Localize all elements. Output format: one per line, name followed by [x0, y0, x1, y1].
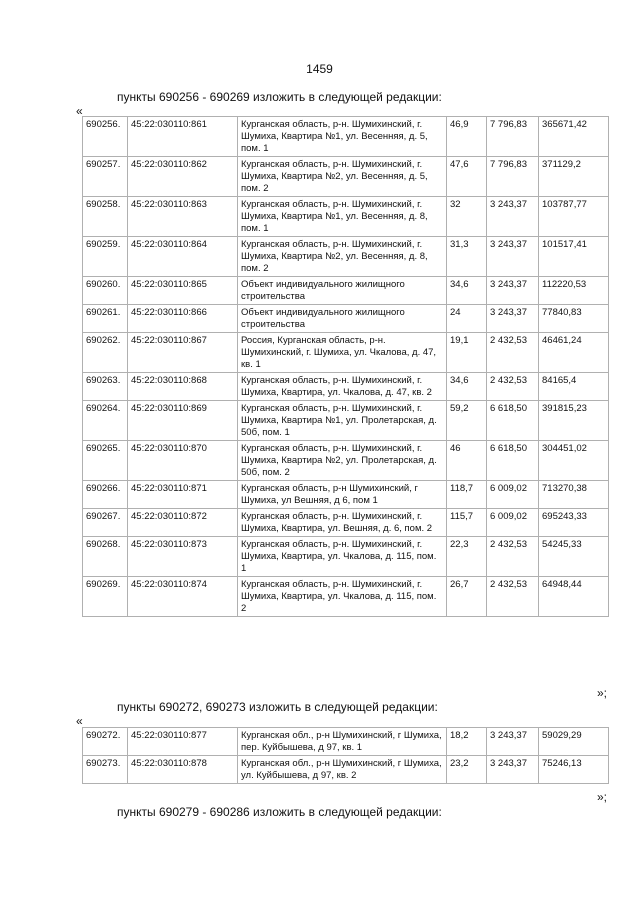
cell-cadastral-value: 304451,02	[539, 441, 609, 481]
section-intro-1: пункты 690256 - 690269 изложить в следующей редакции:	[117, 90, 442, 104]
cell-address: Курганская обл., р-н Шумихинский, г Шумиха, ул. Куйбышева, д 97, кв. 2	[238, 756, 447, 784]
cell-unit-value: 2 432,53	[487, 373, 539, 401]
table-row	[83, 237, 609, 277]
cell-cadastral-value: 112220,53	[539, 277, 609, 305]
cell-cadastral-number: 45:22:030110:863	[128, 197, 238, 237]
cell-area: 34,6	[447, 277, 487, 305]
cell-area: 59,2	[447, 401, 487, 441]
cell-cadastral-value: 84165,4	[539, 373, 609, 401]
table-row	[83, 305, 609, 333]
cell-cadastral-number: 45:22:030110:866	[128, 305, 238, 333]
cell-area: 31,3	[447, 237, 487, 277]
property-table-1	[82, 116, 609, 617]
cell-cadastral-value: 391815,23	[539, 401, 609, 441]
cell-address: Курганская область, р-н. Шумихинский, г. Шумиха, Квартира №1, ул. Весенняя, д. 8, пом. 1	[238, 197, 447, 237]
cell-address: Курганская область, р-н. Шумихинский, г. Шумиха, Квартира, ул. Чкалова, д. 115, пом. 2	[238, 577, 447, 617]
cell-address: Курганская область, р-н. Шумихинский, г. Шумиха, Квартира №2, ул. Весенняя, д. 5, пом. 2	[238, 157, 447, 197]
cell-unit-value: 6 009,02	[487, 509, 539, 537]
table-row	[83, 577, 609, 617]
cell-area: 47,6	[447, 157, 487, 197]
cell-cadastral-number: 45:22:030110:871	[128, 481, 238, 509]
cell-address: Курганская область, р-н. Шумихинский, г. Шумиха, Квартира, ул. Чкалова, д. 47, кв. 2	[238, 373, 447, 401]
cell-area: 34,6	[447, 373, 487, 401]
cell-area: 46,9	[447, 117, 487, 157]
open-quote-1: «	[76, 104, 83, 118]
cell-address: Курганская область, р-н. Шумихинский, г. Шумиха, Квартира №1, ул. Весенняя, д. 5, пом. 1	[238, 117, 447, 157]
table-row	[83, 728, 609, 756]
cell-cadastral-value: 101517,41	[539, 237, 609, 277]
cell-cadastral-number: 45:22:030110:861	[128, 117, 238, 157]
cell-cadastral-value: 46461,24	[539, 333, 609, 373]
cell-row-number: 690256.	[83, 117, 128, 157]
cell-cadastral-number: 45:22:030110:867	[128, 333, 238, 373]
cell-cadastral-number: 45:22:030110:868	[128, 373, 238, 401]
cell-area: 18,2	[447, 728, 487, 756]
cell-cadastral-value: 64948,44	[539, 577, 609, 617]
cell-address: Курганская область, р-н. Шумихинский, г. Шумиха, Квартира, ул. Чкалова, д. 115, пом. 1	[238, 537, 447, 577]
cell-cadastral-number: 45:22:030110:873	[128, 537, 238, 577]
cell-cadastral-value: 54245,33	[539, 537, 609, 577]
cell-address: Курганская область, р-н. Шумихинский, г. Шумиха, Квартира, ул. Вешняя, д. 6, пом. 2	[238, 509, 447, 537]
cell-row-number: 690273.	[83, 756, 128, 784]
cell-unit-value: 3 243,37	[487, 728, 539, 756]
section-intro-3: пункты 690279 - 690286 изложить в следующей редакции:	[117, 805, 442, 819]
cell-row-number: 690269.	[83, 577, 128, 617]
cell-unit-value: 3 243,37	[487, 756, 539, 784]
table-row	[83, 756, 609, 784]
cell-row-number: 690257.	[83, 157, 128, 197]
cell-unit-value: 6 618,50	[487, 401, 539, 441]
cell-address: Курганская область, р-н. Шумихинский, г. Шумиха, Квартира №1, ул. Пролетарская, д. 50б, пом. 1	[238, 401, 447, 441]
cell-cadastral-value: 77840,83	[539, 305, 609, 333]
property-table-2	[82, 727, 609, 784]
cell-unit-value: 3 243,37	[487, 237, 539, 277]
cell-cadastral-number: 45:22:030110:870	[128, 441, 238, 481]
cell-address: Курганская обл., р-н Шумихинский, г Шумиха, пер. Куйбышева, д 97, кв. 1	[238, 728, 447, 756]
page-number: 1459	[306, 62, 333, 76]
cell-unit-value: 7 796,83	[487, 157, 539, 197]
cell-unit-value: 6 009,02	[487, 481, 539, 509]
table-row	[83, 117, 609, 157]
cell-cadastral-value: 713270,38	[539, 481, 609, 509]
cell-address: Курганская область, р-н. Шумихинский, г. Шумиха, Квартира №2, ул. Пролетарская, д. 50б, пом. 2	[238, 441, 447, 481]
table-row	[83, 537, 609, 577]
cell-area: 26,7	[447, 577, 487, 617]
cell-area: 24	[447, 305, 487, 333]
table-row	[83, 401, 609, 441]
cell-cadastral-number: 45:22:030110:862	[128, 157, 238, 197]
cell-row-number: 690267.	[83, 509, 128, 537]
cell-area: 46	[447, 441, 487, 481]
cell-row-number: 690263.	[83, 373, 128, 401]
cell-cadastral-number: 45:22:030110:877	[128, 728, 238, 756]
cell-address: Объект индивидуального жилищного строительства	[238, 277, 447, 305]
cell-area: 115,7	[447, 509, 487, 537]
cell-cadastral-value: 695243,33	[539, 509, 609, 537]
table-row	[83, 277, 609, 305]
cell-unit-value: 2 432,53	[487, 577, 539, 617]
cell-row-number: 690264.	[83, 401, 128, 441]
cell-unit-value: 3 243,37	[487, 197, 539, 237]
table-row	[83, 441, 609, 481]
cell-address: Объект индивидуального жилищного строительства	[238, 305, 447, 333]
close-quote-2: »;	[597, 790, 608, 804]
cell-cadastral-number: 45:22:030110:865	[128, 277, 238, 305]
cell-area: 19,1	[447, 333, 487, 373]
cell-row-number: 690261.	[83, 305, 128, 333]
open-quote-2: «	[76, 714, 83, 728]
cell-area: 32	[447, 197, 487, 237]
cell-row-number: 690258.	[83, 197, 128, 237]
cell-row-number: 690259.	[83, 237, 128, 277]
cell-cadastral-value: 59029,29	[539, 728, 609, 756]
cell-cadastral-value: 75246,13	[539, 756, 609, 784]
cell-unit-value: 2 432,53	[487, 333, 539, 373]
table-row	[83, 333, 609, 373]
table-row	[83, 197, 609, 237]
cell-area: 23,2	[447, 756, 487, 784]
table-row	[83, 509, 609, 537]
cell-address: Россия, Курганская область, р-н. Шумихинский, г. Шумиха, ул. Чкалова, д. 47, кв. 1	[238, 333, 447, 373]
cell-unit-value: 2 432,53	[487, 537, 539, 577]
section-intro-2: пункты 690272, 690273 изложить в следующей редакции:	[117, 700, 438, 714]
cell-cadastral-number: 45:22:030110:869	[128, 401, 238, 441]
cell-unit-value: 3 243,37	[487, 277, 539, 305]
cell-unit-value: 7 796,83	[487, 117, 539, 157]
cell-row-number: 690262.	[83, 333, 128, 373]
cell-cadastral-number: 45:22:030110:878	[128, 756, 238, 784]
cell-cadastral-value: 371129,2	[539, 157, 609, 197]
cell-cadastral-number: 45:22:030110:872	[128, 509, 238, 537]
cell-cadastral-value: 103787,77	[539, 197, 609, 237]
cell-cadastral-value: 365671,42	[539, 117, 609, 157]
cell-row-number: 690268.	[83, 537, 128, 577]
cell-row-number: 690272.	[83, 728, 128, 756]
cell-row-number: 690266.	[83, 481, 128, 509]
cell-cadastral-number: 45:22:030110:864	[128, 237, 238, 277]
table-row	[83, 373, 609, 401]
cell-row-number: 690265.	[83, 441, 128, 481]
cell-area: 22,3	[447, 537, 487, 577]
cell-unit-value: 3 243,37	[487, 305, 539, 333]
cell-row-number: 690260.	[83, 277, 128, 305]
close-quote-1: »;	[597, 686, 608, 700]
cell-unit-value: 6 618,50	[487, 441, 539, 481]
cell-cadastral-number: 45:22:030110:874	[128, 577, 238, 617]
table-row	[83, 157, 609, 197]
cell-area: 118,7	[447, 481, 487, 509]
cell-address: Курганская область, р-н Шумихинский, г Шумиха, ул Вешняя, д 6, пом 1	[238, 481, 447, 509]
table-row	[83, 481, 609, 509]
cell-address: Курганская область, р-н. Шумихинский, г. Шумиха, Квартира №2, ул. Весенняя, д. 8, пом. 2	[238, 237, 447, 277]
